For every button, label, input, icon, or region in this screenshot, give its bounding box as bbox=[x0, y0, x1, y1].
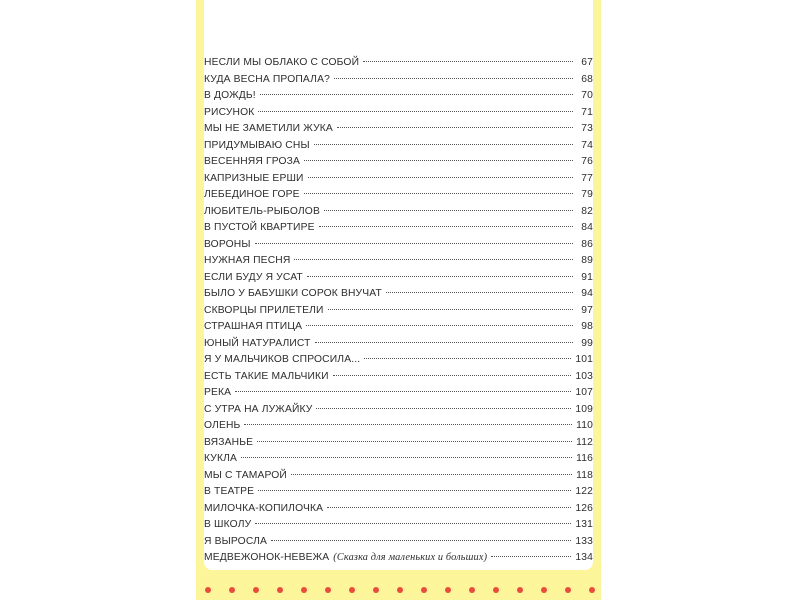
toc-entry-title: В ТЕАТРЕ bbox=[204, 486, 255, 497]
decorative-dots-strip bbox=[205, 585, 595, 595]
toc-entry-title: ВЯЗАНЬЕ bbox=[204, 436, 254, 448]
toc-entry bbox=[204, 352, 593, 369]
dot-leader bbox=[306, 325, 573, 326]
dot-leader bbox=[291, 474, 572, 475]
dot-leader bbox=[294, 259, 573, 260]
toc-entry bbox=[204, 220, 593, 237]
toc-entry bbox=[204, 253, 593, 270]
toc-entry-title: КУКЛА bbox=[204, 453, 238, 464]
toc-entry bbox=[204, 121, 593, 138]
toc-entry-page-number: 118 bbox=[576, 469, 593, 481]
dot-leader bbox=[260, 94, 573, 95]
dot-leader bbox=[491, 556, 571, 557]
toc-entry bbox=[204, 204, 593, 221]
decorative-red-dot bbox=[421, 587, 427, 593]
dot-leader bbox=[308, 177, 573, 178]
toc-entry-title: В ПУСТОЙ КВАРТИРЕ bbox=[204, 222, 315, 233]
decorative-red-dot bbox=[397, 587, 403, 593]
toc-entry-title: Я ВЫРОСЛА bbox=[204, 535, 268, 547]
toc-entry-title: ПРИДУМЫВАЮ СНЫ bbox=[204, 139, 310, 151]
toc-entry-page-number: 131 bbox=[575, 519, 593, 530]
toc-entry-title: ЛЮБИТЕЛЬ-РЫБОЛОВ bbox=[204, 205, 320, 217]
toc-entry bbox=[204, 237, 593, 254]
toc-entry bbox=[204, 517, 593, 534]
toc-entry bbox=[204, 286, 593, 303]
dot-leader bbox=[333, 375, 572, 376]
toc-entry bbox=[204, 336, 593, 353]
toc-entry bbox=[204, 534, 593, 551]
toc-entry-title: ВОРОНЫ bbox=[204, 238, 251, 250]
toc-entry-title: РИСУНОК bbox=[204, 106, 255, 118]
dot-leader bbox=[334, 78, 573, 79]
toc-entry-title: ОЛЕНЬ bbox=[204, 420, 241, 431]
dot-leader bbox=[337, 127, 573, 128]
decorative-red-dot bbox=[565, 587, 571, 593]
decorative-red-dot bbox=[325, 587, 331, 593]
toc-entry-page-number: 74 bbox=[581, 139, 593, 151]
dot-leader bbox=[258, 111, 573, 112]
toc-entry bbox=[204, 468, 593, 485]
decorative-red-dot bbox=[469, 587, 475, 593]
decorative-red-dot bbox=[493, 587, 499, 593]
toc-entry-page-number: 99 bbox=[581, 337, 593, 349]
dot-leader bbox=[328, 309, 573, 310]
dot-leader bbox=[386, 292, 573, 293]
toc-entry bbox=[204, 484, 593, 501]
dot-leader bbox=[244, 424, 572, 425]
toc-entry-page-number: 133 bbox=[575, 535, 593, 547]
book-page-background bbox=[188, 0, 609, 600]
toc-entry-title: В ШКОЛУ bbox=[204, 519, 252, 530]
toc-entry-page-number: 109 bbox=[575, 403, 593, 415]
toc-entry-title: ВЕСЕННЯЯ ГРОЗА bbox=[204, 156, 301, 167]
dot-leader bbox=[255, 523, 571, 524]
toc-entry-title: ЮНЫЙ НАТУРАЛИСТ bbox=[204, 337, 311, 349]
toc-entry-page-number: 126 bbox=[575, 502, 593, 514]
toc-entry-page-number: 89 bbox=[581, 255, 593, 266]
toc-entry-title: КАПРИЗНЫЕ ЕРШИ bbox=[204, 172, 304, 184]
page-right-margin bbox=[601, 0, 609, 600]
toc-entry bbox=[204, 154, 593, 171]
dot-leader bbox=[364, 358, 571, 359]
dot-leader bbox=[235, 391, 571, 392]
decorative-red-dot bbox=[517, 587, 523, 593]
toc-entry bbox=[204, 105, 593, 122]
toc-entry-note: (Сказка для маленьких и больших) bbox=[333, 552, 488, 563]
dot-leader bbox=[304, 160, 573, 161]
toc-entry-page-number: 71 bbox=[581, 106, 593, 118]
toc-entry-page-number: 67 bbox=[581, 57, 593, 68]
dot-leader bbox=[324, 210, 573, 211]
toc-entry-title: МЕДВЕЖОНОК-НЕВЕЖА bbox=[204, 552, 330, 563]
toc-entry bbox=[204, 187, 593, 204]
decorative-red-dot bbox=[301, 587, 307, 593]
toc-entry bbox=[204, 435, 593, 452]
toc-entry-title: СТРАШНАЯ ПТИЦА bbox=[204, 321, 303, 332]
toc-entry bbox=[204, 550, 593, 567]
dot-leader bbox=[315, 342, 573, 343]
toc-entry-page-number: 82 bbox=[581, 205, 593, 217]
table-of-contents bbox=[204, 55, 593, 567]
toc-entry-page-number: 103 bbox=[575, 370, 593, 382]
dot-leader bbox=[255, 243, 573, 244]
dot-leader bbox=[319, 226, 573, 227]
toc-entry-page-number: 77 bbox=[581, 172, 593, 184]
toc-entry-title: ЛЕБЕДИНОЕ ГОРЕ bbox=[204, 189, 300, 200]
toc-entry-page-number: 101 bbox=[575, 354, 593, 365]
toc-entry-title: РЕКА bbox=[204, 387, 232, 398]
toc-entry-title: СКВОРЦЫ ПРИЛЕТЕЛИ bbox=[204, 304, 324, 316]
toc-entry bbox=[204, 72, 593, 89]
decorative-red-dot bbox=[349, 587, 355, 593]
toc-entry-page-number: 122 bbox=[575, 486, 593, 497]
decorative-red-dot bbox=[445, 587, 451, 593]
toc-entry bbox=[204, 55, 593, 72]
decorative-red-dot bbox=[277, 587, 283, 593]
toc-entry bbox=[204, 369, 593, 386]
toc-entry-title: КУДА ВЕСНА ПРОПАЛА? bbox=[204, 73, 330, 85]
toc-entry-page-number: 112 bbox=[576, 436, 593, 448]
toc-entry-page-number: 94 bbox=[581, 288, 593, 299]
toc-entry-page-number: 79 bbox=[581, 189, 593, 200]
toc-entry-title: МЫ НЕ ЗАМЕТИЛИ ЖУКА bbox=[204, 123, 333, 134]
toc-entry-title: ЕСЛИ БУДУ Я УСАТ bbox=[204, 271, 303, 283]
toc-entry bbox=[204, 88, 593, 105]
toc-entry-title: ЕСТЬ ТАКИЕ МАЛЬЧИКИ bbox=[204, 370, 329, 382]
toc-entry-title: Я У МАЛЬЧИКОВ СПРОСИЛА... bbox=[204, 354, 361, 365]
toc-entry-title: НУЖНАЯ ПЕСНЯ bbox=[204, 255, 291, 266]
toc-entry-page-number: 98 bbox=[581, 321, 593, 332]
toc-entry bbox=[204, 171, 593, 188]
toc-entry bbox=[204, 402, 593, 419]
toc-entry-page-number: 134 bbox=[575, 552, 593, 563]
dot-leader bbox=[363, 61, 573, 62]
toc-entry-page-number: 84 bbox=[581, 222, 593, 233]
page-left-margin bbox=[188, 0, 196, 600]
toc-entry-title: В ДОЖДЬ! bbox=[204, 90, 256, 101]
toc-entry-page-number: 76 bbox=[581, 156, 593, 167]
decorative-red-dot bbox=[205, 587, 211, 593]
decorative-red-dot bbox=[541, 587, 547, 593]
toc-entry bbox=[204, 138, 593, 155]
toc-entry-page-number: 97 bbox=[581, 304, 593, 316]
dot-leader bbox=[258, 490, 571, 491]
dot-leader bbox=[304, 193, 573, 194]
dot-leader bbox=[257, 441, 572, 442]
toc-entry bbox=[204, 303, 593, 320]
toc-entry bbox=[204, 385, 593, 402]
toc-entry-page-number: 86 bbox=[581, 238, 593, 250]
toc-entry-page-number: 116 bbox=[576, 453, 593, 464]
toc-entry bbox=[204, 319, 593, 336]
toc-entry-page-number: 73 bbox=[581, 123, 593, 134]
book-page bbox=[204, 0, 593, 570]
toc-entry-title: МЫ С ТАМАРОЙ bbox=[204, 469, 287, 481]
toc-entry-page-number: 70 bbox=[581, 90, 593, 101]
toc-entry bbox=[204, 451, 593, 468]
dot-leader bbox=[271, 540, 571, 541]
decorative-red-dot bbox=[229, 587, 235, 593]
decorative-red-dot bbox=[373, 587, 379, 593]
toc-entry-title: МИЛОЧКА-КОПИЛОЧКА bbox=[204, 502, 324, 514]
dot-leader bbox=[316, 408, 571, 409]
decorative-red-dot bbox=[253, 587, 259, 593]
toc-entry-title: НЕСЛИ МЫ ОБЛАКО С СОБОЙ bbox=[204, 57, 360, 68]
dot-leader bbox=[307, 276, 573, 277]
dot-leader bbox=[327, 507, 571, 508]
toc-entry-page-number: 68 bbox=[581, 73, 593, 85]
dot-leader bbox=[241, 457, 572, 458]
decorative-red-dot bbox=[589, 587, 595, 593]
dot-leader bbox=[314, 144, 573, 145]
toc-entry-page-number: 91 bbox=[581, 271, 593, 283]
toc-entry-title: С УТРА НА ЛУЖАЙКУ bbox=[204, 403, 313, 415]
toc-entry bbox=[204, 270, 593, 287]
toc-entry-page-number: 110 bbox=[576, 420, 593, 431]
toc-entry-title: БЫЛО У БАБУШКИ СОРОК ВНУЧАТ bbox=[204, 288, 382, 299]
toc-entry-page-number: 107 bbox=[575, 387, 593, 398]
toc-entry bbox=[204, 418, 593, 435]
toc-entry bbox=[204, 501, 593, 518]
